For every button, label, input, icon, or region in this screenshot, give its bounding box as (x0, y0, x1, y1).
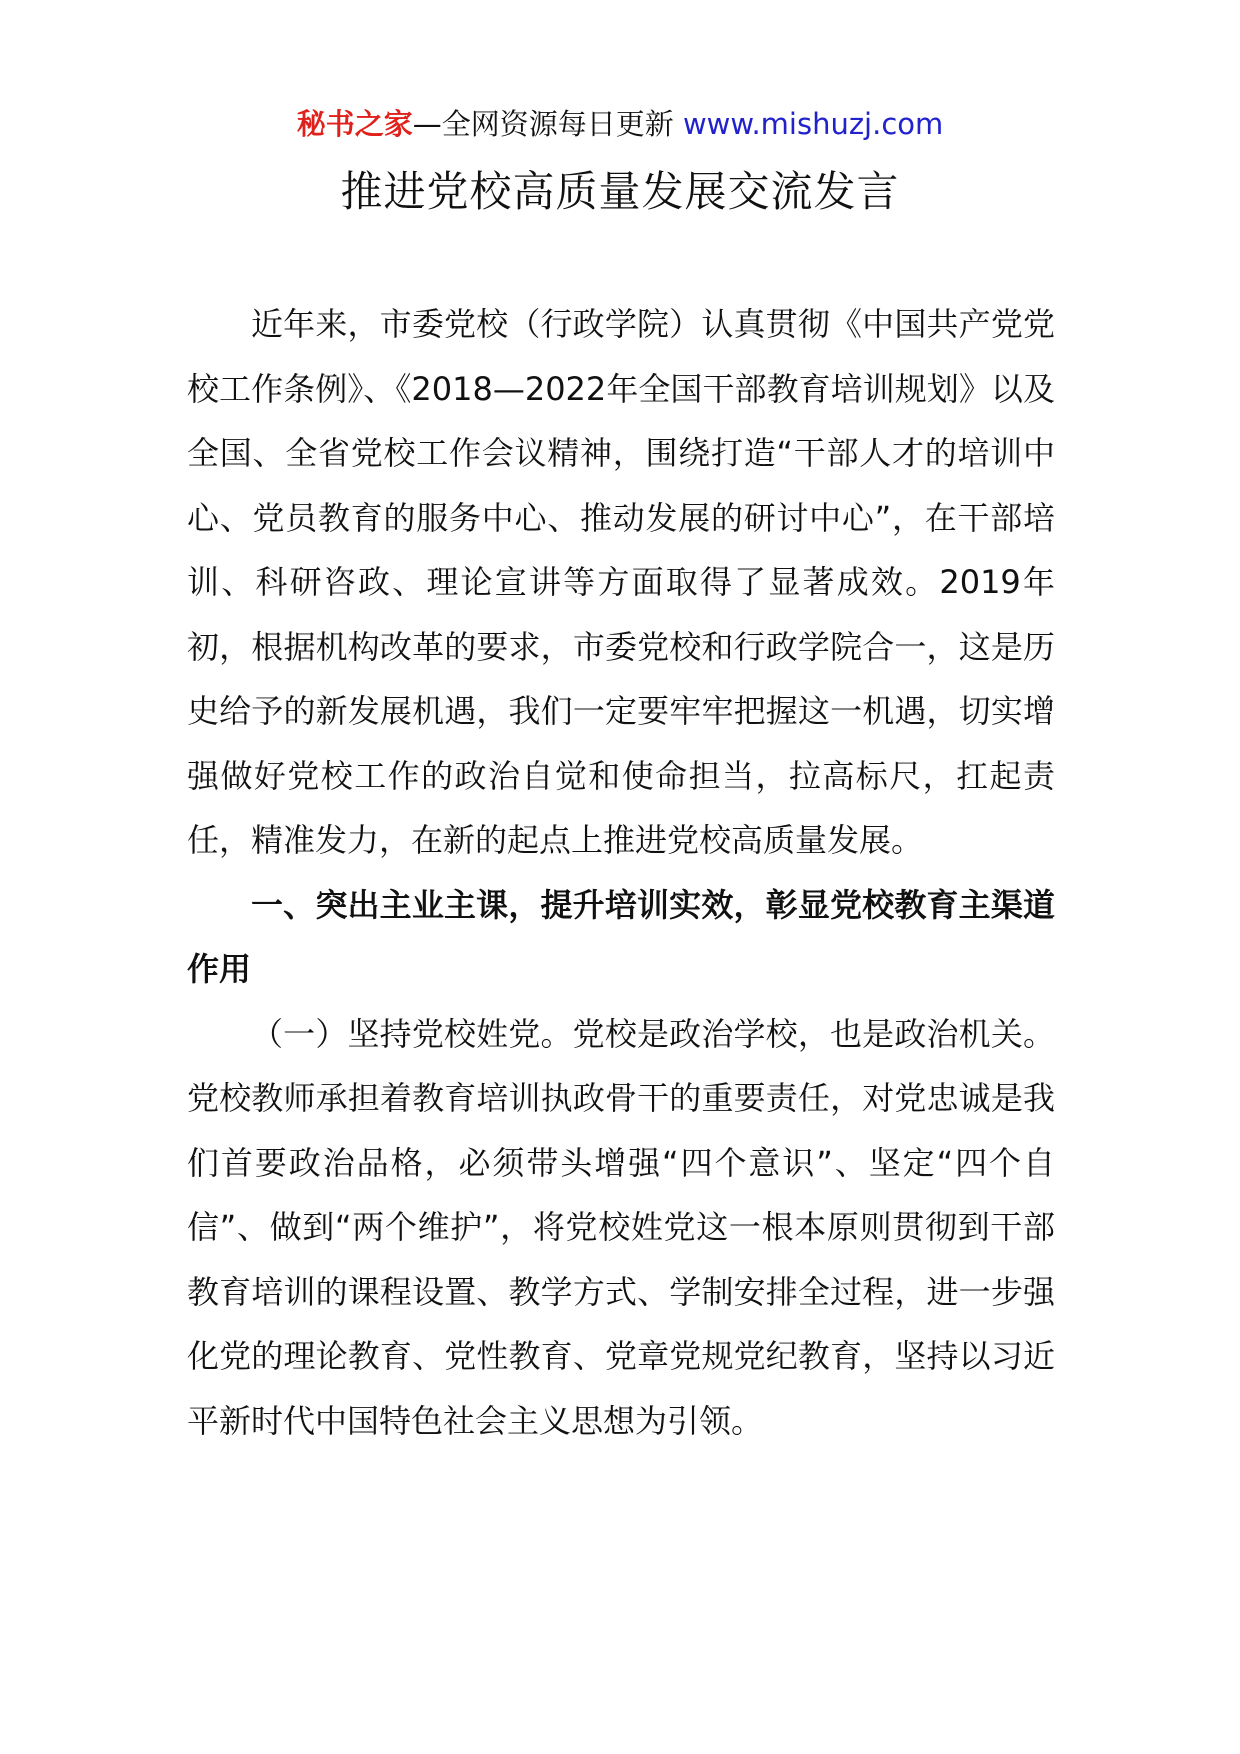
brand-name: 秘书之家 (296, 107, 413, 141)
document-body (187, 292, 1055, 1453)
site-header (0, 104, 1240, 144)
document-title: 推进党校高质量发展交流发言 (340, 167, 900, 216)
section-heading-1: 一、突出主业主课，提升培训实效，彰显党校教育主渠道作用 (187, 885, 1055, 988)
paragraph-intro: 近年来，市委党校（行政学院）认真贯彻《中国共产党党校工作条例》、《2018—2022年全国干部教育培训规划》以及全国、全省党校工作会议精神，围绕打造“干部人才的培训中心、党员教育的服务中心、推动发展的研讨中心”，在干部培训、科研咨政、理论宣讲等方面取得了显著成效。2019年初，根据机构改革的要求，市委党校和行政学院合一，这是历史给予的新发展机遇，我们一定要牢牢把握这一机遇，切实增强做好党校工作的政治自觉和使命担当，拉高标尺，扛起责任，精准发力，在新的起点上推进党校高质量发展。 (187, 305, 1055, 859)
site-url-link[interactable]: www.mishuzj.com (682, 107, 944, 141)
paragraph-section-1-1: （一）坚持党校姓党。党校是政治学校，也是政治机关。党校教师承担着教育培训执政骨干的重要责任，对党忠诚是我们首要政治品格，必须带头增强“四个意识”、坚定“四个自信”、做到“两个维护”，将党校姓党这一根本原则贯彻到干部教育培训的课程设置、教学方式、学制安排全过程，进一步强化党的理论教育、党性教育、党章党规党纪教育，坚持以习近平新时代中国特色社会主义思想为引领。 (187, 1014, 1055, 1440)
header-tagline: —全网资源每日更新 (412, 107, 683, 141)
